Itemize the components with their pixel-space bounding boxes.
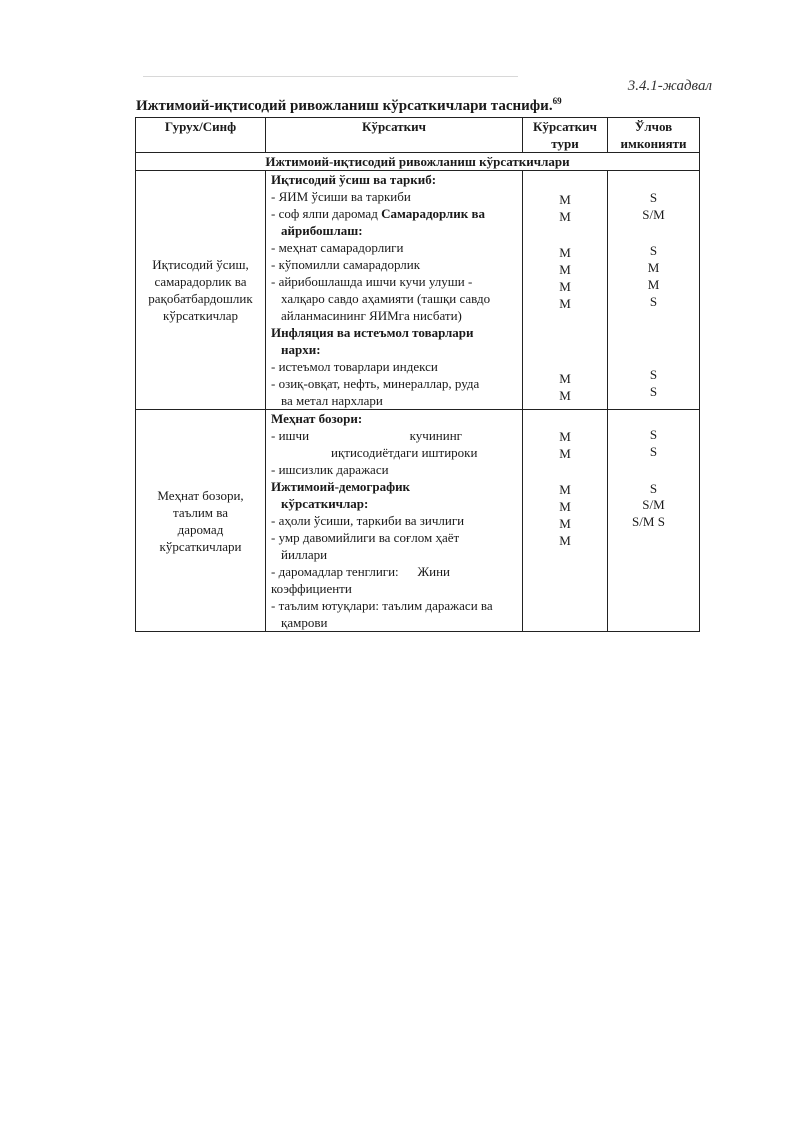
header-type-line2: тури: [551, 136, 579, 151]
header-measure-line1: Ўлчов: [634, 119, 673, 134]
group-label-line: Иқтисодий ўсиш,: [152, 257, 249, 272]
indicator-item: - айрибошлашда ишчи кучи улуши -: [271, 274, 473, 289]
section-title: Ижтимоий-иқтисодий ривожланиш кўрсаткичлари: [136, 153, 700, 171]
group-label: [136, 410, 266, 632]
table-title-text: Ижтимоий-иқтисодий ривожланиш кўрсаткичлари таснифи.: [136, 98, 553, 114]
subheading: нархи:: [281, 342, 321, 357]
measure-value: S/M: [642, 497, 665, 512]
header-measure-line2: имконияти: [620, 136, 687, 151]
indicator-text: - соф ялпи даромад: [271, 206, 378, 221]
indicator-item: - кўпомилли самарадорлик: [271, 257, 421, 272]
indicator-list: [266, 410, 523, 632]
indicator-item: қамрови: [281, 615, 328, 630]
indicator-text: кучининг: [409, 428, 462, 443]
subheading: Инфляция ва истеъмол товарлари: [271, 325, 474, 340]
type-value: M: [559, 429, 571, 444]
subheading: Самарадорлик ва: [381, 206, 485, 221]
header-type-line1: Кўрсаткич: [533, 119, 597, 134]
table-row: [136, 171, 700, 410]
type-value: M: [559, 192, 571, 207]
type-value: M: [559, 279, 571, 294]
measure-value: S: [649, 481, 658, 496]
measure-value: S: [649, 294, 658, 309]
subheading: Ижтимоий-демографик: [271, 479, 411, 494]
measure-values: [608, 171, 700, 410]
indicator-item: - аҳоли ўсиши, таркиби ва зичлиги: [271, 513, 465, 528]
group-label-line: таълим ва: [173, 504, 228, 520]
title-footnote: 69: [552, 96, 562, 106]
group-label-line: самарадорлик ва: [154, 274, 247, 289]
table-title: [136, 96, 706, 115]
indicator-item: - озиқ-овқат, нефть, минераллар, руда: [271, 376, 480, 391]
indicator-item: - меҳнат самарадорлиги: [271, 240, 404, 255]
group-label-line: Меҳнат бозори,: [157, 487, 244, 503]
type-value: M: [559, 446, 571, 461]
measure-values: [608, 410, 700, 632]
type-value: M: [559, 296, 571, 311]
measure-value: S: [649, 243, 658, 258]
type-value: M: [559, 482, 571, 497]
measure-value: S: [649, 367, 658, 382]
subheading: айрибошлаш:: [281, 223, 363, 238]
subheading: Меҳнат бозори:: [271, 411, 363, 426]
subheading: кўрсаткичлар:: [281, 496, 369, 511]
measure-value: S: [649, 384, 658, 399]
indicator-list: [266, 171, 523, 410]
indicator-text: - ишчи: [271, 428, 310, 443]
indicator-item: иқтисодиётдаги иштироки: [331, 445, 478, 460]
indicator-item: [271, 205, 520, 222]
table-number: 3.4.1-жадвал: [627, 78, 712, 94]
indicator-item: - таълим ютуқлари: таълим даражаси ва: [271, 598, 493, 613]
indicator-item: - ишсизлик даражаси: [271, 462, 389, 477]
type-value: M: [559, 533, 571, 548]
type-value: M: [559, 499, 571, 514]
measure-value: M: [647, 277, 660, 292]
measure-value: S/M S: [632, 514, 665, 529]
group-label-line: кўрсаткичлари: [159, 538, 242, 554]
indicator-item: айланмасининг ЯИМга нисбати): [281, 308, 462, 323]
type-value: M: [559, 371, 571, 386]
type-values: [523, 410, 608, 632]
indicator-item: ва метал нархлари: [281, 393, 383, 408]
measure-value: M: [647, 260, 660, 275]
header-type: [523, 118, 608, 153]
type-value: M: [559, 245, 571, 260]
indicator-item: йиллари: [281, 547, 328, 562]
type-value: M: [559, 262, 571, 277]
subheading: Иқтисодий ўсиш ва таркиб:: [271, 172, 437, 187]
group-label-line: кўрсаткичлар: [163, 308, 238, 323]
section-row: [136, 153, 700, 171]
measure-value: S: [649, 190, 658, 205]
measure-value: S/M: [642, 207, 665, 222]
indicator-text: - даромадлар тенглиги:: [271, 564, 399, 579]
indicator-item: - ЯИМ ўсиши ва таркиби: [271, 189, 411, 204]
indicator-item: халқаро савдо аҳамияти (ташқи савдо: [281, 291, 491, 306]
type-values: [523, 171, 608, 410]
header-indicator: Кўрсаткич: [266, 118, 523, 153]
group-label-line: рақобатбардошлик: [148, 291, 253, 306]
indicator-item: - истеъмол товарлари индекси: [271, 359, 438, 374]
indicator-item: [271, 427, 520, 444]
type-value: M: [559, 209, 571, 224]
type-value: M: [559, 516, 571, 531]
measure-value: S: [649, 444, 658, 459]
header-measure: [608, 118, 700, 153]
indicator-text: Жини: [417, 564, 450, 579]
group-label-line: даромад: [177, 521, 224, 537]
indicators-table: [135, 117, 700, 632]
measure-value: S: [649, 427, 658, 442]
header-group: Гурух/Синф: [136, 118, 266, 153]
header-row: [136, 118, 700, 153]
indicator-item: коэффициенти: [271, 581, 352, 596]
indicator-item: - умр давомийлиги ва соғлом ҳаёт: [271, 530, 460, 545]
type-value: M: [559, 388, 571, 403]
indicator-item: [271, 563, 520, 580]
group-label: [136, 171, 266, 410]
table-row: [136, 410, 700, 632]
top-rule: [143, 76, 518, 77]
